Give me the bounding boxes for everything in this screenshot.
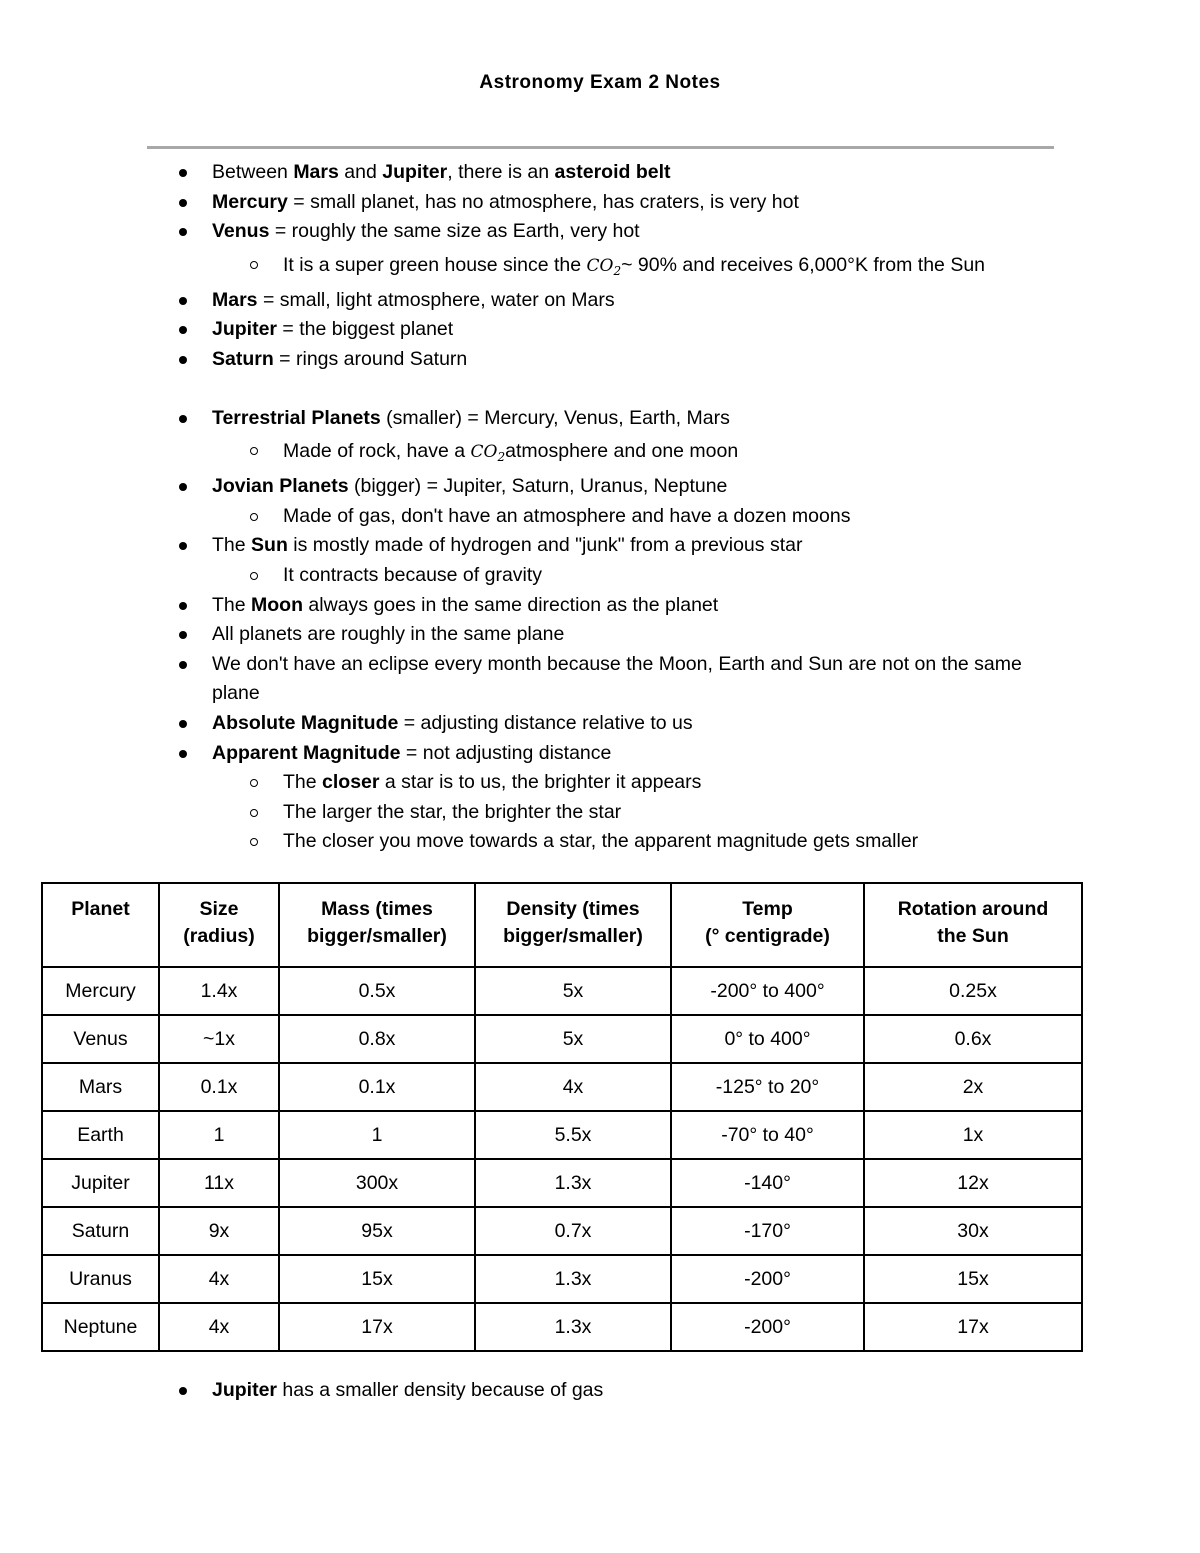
- list-item: Jupiter has a smaller density because of gas: [0, 1376, 1200, 1406]
- bullet-icon: [179, 356, 187, 364]
- bullet-icon: [179, 661, 187, 669]
- table-cell: 1.4x: [159, 967, 279, 1015]
- table-cell: 4x: [159, 1303, 279, 1351]
- table-cell: 17x: [279, 1303, 475, 1351]
- table-row: [42, 1015, 1082, 1063]
- planet-comparison-table: [41, 882, 1083, 1352]
- planet-name-cell: Mercury: [42, 967, 159, 1015]
- table-cell: 5x: [475, 967, 671, 1015]
- table-cell: 1.3x: [475, 1255, 671, 1303]
- column-header: Mass (times bigger/smaller): [279, 883, 475, 967]
- planet-name-cell: Earth: [42, 1111, 159, 1159]
- list-item: Apparent Magnitude = not adjusting distance: [0, 739, 1200, 769]
- table-cell: 0.25x: [864, 967, 1082, 1015]
- table-cell: -140°: [671, 1159, 864, 1207]
- table-cell: 17x: [864, 1303, 1082, 1351]
- table-cell: -70° to 40°: [671, 1111, 864, 1159]
- table-cell: 5x: [475, 1015, 671, 1063]
- table-cell: 9x: [159, 1207, 279, 1255]
- circle-bullet-icon: [250, 447, 258, 455]
- table-cell: -125° to 20°: [671, 1063, 864, 1111]
- table-row: [42, 1159, 1082, 1207]
- table-cell: 300x: [279, 1159, 475, 1207]
- bullet-icon: [179, 602, 187, 610]
- table-cell: 11x: [159, 1159, 279, 1207]
- table-cell: 0.7x: [475, 1207, 671, 1255]
- table-cell: 0.5x: [279, 967, 475, 1015]
- table-cell: 1.3x: [475, 1303, 671, 1351]
- bullet-icon: [179, 720, 187, 728]
- horizontal-divider: [147, 146, 1054, 149]
- sub-list-item: It is a super green house since the $CO_2\sim$ 90% and receives 6,000°K from the Sun: [0, 247, 1200, 286]
- column-header: Planet: [42, 883, 159, 967]
- table-row: [42, 1111, 1082, 1159]
- table-cell: 15x: [864, 1255, 1082, 1303]
- list-item: Saturn = rings around Saturn: [0, 345, 1200, 375]
- planet-name-cell: Jupiter: [42, 1159, 159, 1207]
- table-row: [42, 967, 1082, 1015]
- table-cell: 1x: [864, 1111, 1082, 1159]
- list-item: The Sun is mostly made of hydrogen and "junk" from a previous star: [0, 531, 1200, 561]
- circle-bullet-icon: [250, 809, 258, 817]
- list-item: Absolute Magnitude = adjusting distance relative to us: [0, 709, 1200, 739]
- table-cell: -200° to 400°: [671, 967, 864, 1015]
- bullet-icon: [179, 750, 187, 758]
- bullet-icon: [179, 169, 187, 177]
- table-cell: 4x: [475, 1063, 671, 1111]
- bullet-icon: [179, 1387, 187, 1395]
- planet-name-cell: Uranus: [42, 1255, 159, 1303]
- co2-formula: $CO_2$: [586, 255, 622, 278]
- planet-name-cell: Mars: [42, 1063, 159, 1111]
- circle-bullet-icon: [250, 572, 258, 580]
- table-row: [42, 1063, 1082, 1111]
- planet-name-cell: Neptune: [42, 1303, 159, 1351]
- sub-list-item: The larger the star, the brighter the star: [0, 798, 1200, 828]
- notes-list: [0, 158, 1200, 857]
- sub-list-item: The closer a star is to us, the brighter it appears: [0, 768, 1200, 798]
- table-cell: -170°: [671, 1207, 864, 1255]
- bullet-icon: [179, 297, 187, 305]
- circle-bullet-icon: [250, 261, 258, 269]
- table-cell: 0.6x: [864, 1015, 1082, 1063]
- column-header: Rotation around the Sun: [864, 883, 1082, 967]
- bullet-icon: [179, 483, 187, 491]
- list-item: Mercury = small planet, has no atmosphere, has craters, is very hot: [0, 188, 1200, 218]
- co2-formula: $CO_2$: [470, 442, 506, 465]
- planet-name-cell: Venus: [42, 1015, 159, 1063]
- bullet-icon: [179, 199, 187, 207]
- circle-bullet-icon: [250, 513, 258, 521]
- table-cell: 15x: [279, 1255, 475, 1303]
- list-item: Between Mars and Jupiter, there is an asteroid belt: [0, 158, 1200, 188]
- column-header: Temp (° centigrade): [671, 883, 864, 967]
- spacer: [0, 375, 1200, 404]
- table-row: [42, 1207, 1082, 1255]
- bullet-icon: [179, 326, 187, 334]
- table-row: [42, 1255, 1082, 1303]
- list-item: Venus = roughly the same size as Earth, very hot: [0, 217, 1200, 247]
- table-header-row: [42, 883, 1082, 967]
- sub-list-item: The closer you move towards a star, the apparent magnitude gets smaller: [0, 827, 1200, 857]
- list-item: Jupiter = the biggest planet: [0, 315, 1200, 345]
- circle-bullet-icon: [250, 838, 258, 846]
- list-item: The Moon always goes in the same direction as the planet: [0, 591, 1200, 621]
- sub-list-item: Made of gas, don't have an atmosphere and have a dozen moons: [0, 502, 1200, 532]
- bullet-icon: [179, 631, 187, 639]
- list-item: We don't have an eclipse every month because the Moon, Earth and Sun are not on the same plane: [0, 650, 1200, 709]
- bullet-icon: [179, 542, 187, 550]
- column-header: Size (radius): [159, 883, 279, 967]
- table-cell: 12x: [864, 1159, 1082, 1207]
- sub-list-item: Made of rock, have a $CO_2atmosphere$ and one moon: [0, 433, 1200, 472]
- column-header: Density (times bigger/smaller): [475, 883, 671, 967]
- list-item: Mars = small, light atmosphere, water on Mars: [0, 286, 1200, 316]
- bullet-icon: [179, 228, 187, 236]
- table-cell: 4x: [159, 1255, 279, 1303]
- table-cell: 0.1x: [159, 1063, 279, 1111]
- bullet-icon: [179, 415, 187, 423]
- sub-list-item: It contracts because of gravity: [0, 561, 1200, 591]
- table-cell: 0° to 400°: [671, 1015, 864, 1063]
- table-cell: 0.8x: [279, 1015, 475, 1063]
- notes-list-after-table: [0, 1376, 1200, 1406]
- page-title: Astronomy Exam 2 Notes: [479, 72, 721, 93]
- table-cell: 0.1x: [279, 1063, 475, 1111]
- table-cell: 95x: [279, 1207, 475, 1255]
- table-cell: 1.3x: [475, 1159, 671, 1207]
- planet-name-cell: Saturn: [42, 1207, 159, 1255]
- table-row: [42, 1303, 1082, 1351]
- table-cell: 2x: [864, 1063, 1082, 1111]
- circle-bullet-icon: [250, 779, 258, 787]
- list-item: Terrestrial Planets (smaller) = Mercury, Venus, Earth, Mars: [0, 404, 1200, 434]
- table-cell: -200°: [671, 1303, 864, 1351]
- table-cell: 1: [279, 1111, 475, 1159]
- list-item: All planets are roughly in the same plane: [0, 620, 1200, 650]
- table-cell: -200°: [671, 1255, 864, 1303]
- list-item: Jovian Planets (bigger) = Jupiter, Saturn, Uranus, Neptune: [0, 472, 1200, 502]
- table-cell: 30x: [864, 1207, 1082, 1255]
- table-cell: 5.5x: [475, 1111, 671, 1159]
- table-cell: 1: [159, 1111, 279, 1159]
- table-cell: ~1x: [159, 1015, 279, 1063]
